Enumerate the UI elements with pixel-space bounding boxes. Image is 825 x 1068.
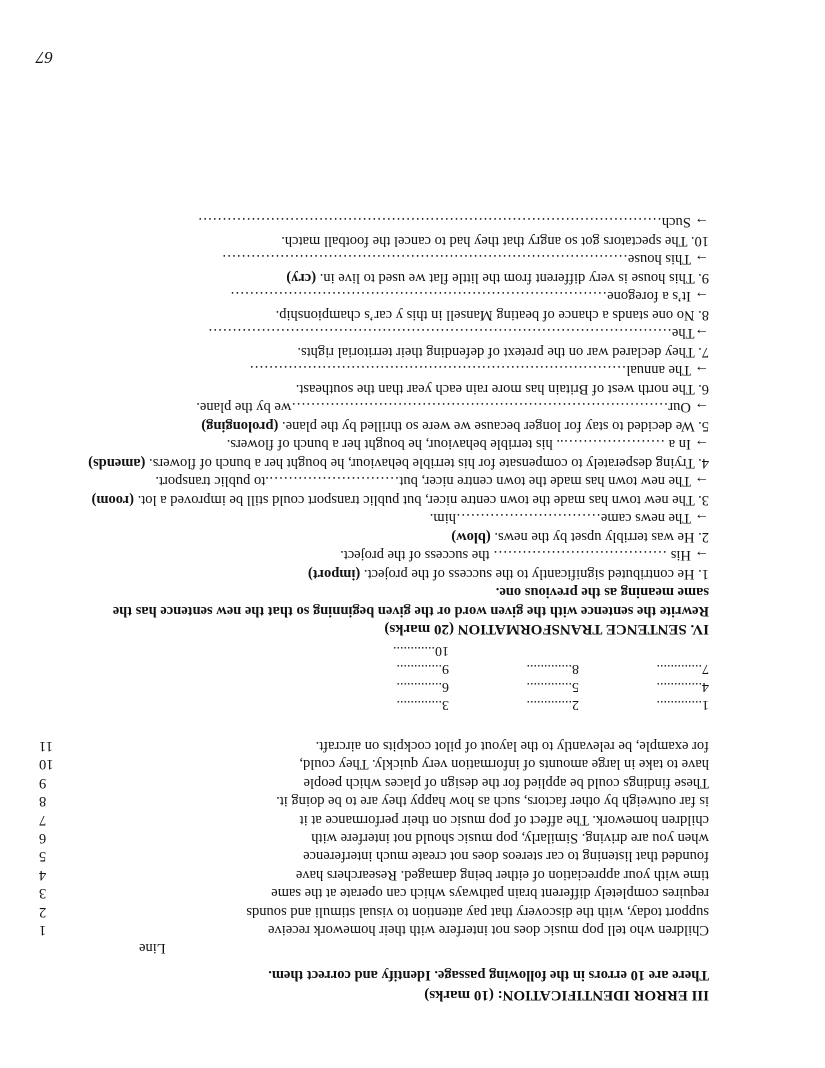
list-item: 8. No one stands a chance of beating Mansell in this y car’s championship. <box>275 307 709 323</box>
list-item: 9. This house is very different from the little flat we used to live in. (cry) <box>286 270 709 286</box>
answer-blank-3[interactable]: 3............. <box>396 697 449 712</box>
answer-blank-8[interactable]: 8............. <box>526 661 579 676</box>
list-item: 2. He was terribly upset by the news. (blow) <box>451 529 709 545</box>
list-item: → The annual…………………………………………………………………… <box>249 362 709 379</box>
answer-blank-4[interactable]: 4............. <box>656 679 709 694</box>
answer-blank-10[interactable]: 10............ <box>393 643 449 658</box>
list-item: 6. The north west of Britain has more rain each year than the southeast. <box>295 381 709 397</box>
list-item: → Such…………………………………………………………………………………… <box>197 214 709 231</box>
list-item: → It’s a foregone…………………………………………………………………… <box>230 288 709 305</box>
list-item: → The new town has made the town centre nicer, but……………………….to public transport. <box>155 473 709 490</box>
list-item: → Our……………………………………………………………………we by the plane. <box>196 399 709 416</box>
passage-line: children homework. The affect of pop music on their performance at it 7 <box>39 811 709 828</box>
instruction-line: same meaning as the previous one. <box>495 584 709 601</box>
answer-blank-1[interactable]: 1............. <box>656 697 709 712</box>
answer-blank-7[interactable]: 7............. <box>656 661 709 676</box>
instruction-line: Rewrite the sentence with the given word or the given beginning so that the new sentence has the <box>112 603 709 619</box>
passage-line: have to take in large amounts of information very quickly. They could, 10 <box>39 756 709 773</box>
section-3-instruction: There are 10 errors in the following passage. Identify and correct them. <box>268 967 709 983</box>
passage-line: requires completely different brain pathways which can operate at the same 3 <box>39 885 709 902</box>
passage-line: These findings could be applied for the design of places which people 9 <box>39 774 709 791</box>
answer-blank-6[interactable]: 6............. <box>396 679 449 694</box>
answer-blank-2[interactable]: 2............. <box>526 697 579 712</box>
list-item: → This house………………………………………………………………………… <box>221 251 709 268</box>
answer-blank-5[interactable]: 5............. <box>526 679 579 694</box>
passage-line: when you are driving. Similarly, pop music should not interfere with 6 <box>39 830 709 847</box>
passage-line: support today, with the discovery that pay attention to visual stimuli and sounds 2 <box>39 903 709 920</box>
list-item: → The news came…………………………him. <box>429 510 709 527</box>
sentence-transformation-list <box>9 212 709 619</box>
passage-line: is far outweigh by other factors, such as how happy they are to be doing it. 8 <box>39 793 709 810</box>
list-item: 5. We decided to stay for longer because we were so thrilled by the plane. (prolonging) <box>201 418 709 434</box>
error-passage <box>9 736 709 938</box>
passage-line: time with your appreciation of either being damaged. Researchers have 4 <box>39 866 709 883</box>
passage-line: founded that listening to car stereos does not create much interference 5 <box>39 848 709 865</box>
list-item: → His ……………………………… the success of the project. <box>340 547 709 564</box>
list-item: 3. The new town has made the town centre nicer, but public transport could still be improved a lot. (room) <box>91 492 709 508</box>
passage-line: Children who tell pop music does not interfere with their homework receive 1 <box>39 922 709 938</box>
list-item: → In a ………………….. his terrible behaviour, he bought her a bunch of flowers. <box>226 436 709 453</box>
list-item: 4. Trying desperately to compensate for his terrible behaviour, he bought her a bunch of flowers. (amends) <box>88 455 709 471</box>
list-item: 10. The spectators got so angry that they had to cancel the football match. <box>281 233 709 249</box>
line-column-header: Line <box>139 940 166 956</box>
passage-line: for example, be relevantly to the layout of pilot cockpits on aircraft. 11 <box>39 738 709 755</box>
list-item: 7. They declared war on the pretext of defending their territorial rights. <box>297 344 709 360</box>
list-item: →The…………………………………………………………………………………… <box>207 325 709 342</box>
list-item: 1. He contributed significantly to the success of the project. (import) <box>307 566 709 582</box>
answer-blank-9[interactable]: 9............. <box>396 661 449 676</box>
page-number: 67 <box>36 48 53 67</box>
section-4-title: IV. SENTENCE TRANSFORMATION (20 marks) <box>384 621 709 637</box>
section-3-title: III ERROR IDENTIFICATION: (10 marks) <box>424 987 709 1003</box>
